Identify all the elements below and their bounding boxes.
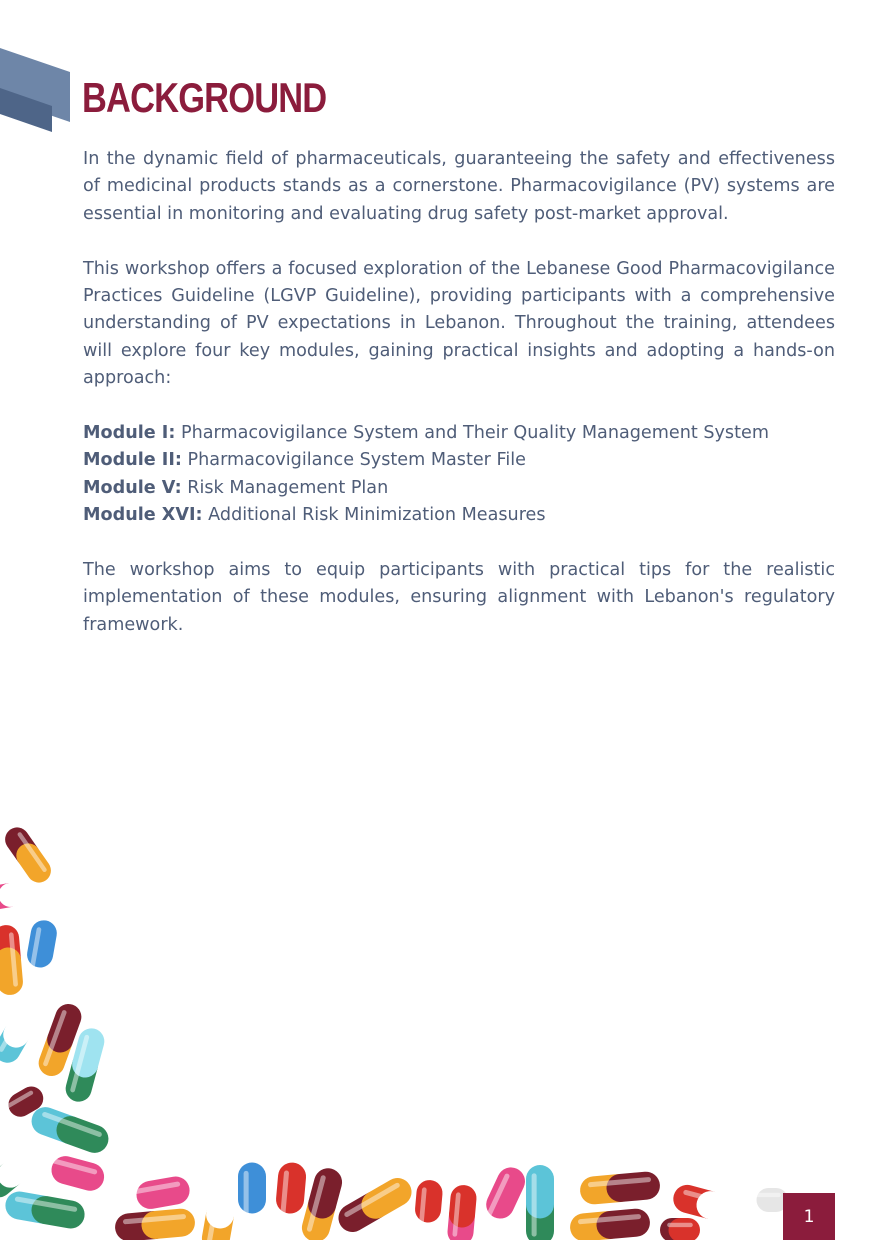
- capsule-icon: [238, 1163, 266, 1238]
- module-item: [83, 447, 835, 474]
- capsule-pills-icon: [0, 800, 875, 1240]
- capsule-icon: [412, 1179, 443, 1240]
- workshop-paragraph: This workshop offers a focused exploration of the Lebanese Good Pharmacovigilance Practices Guideline (LGVP Guideline), providing participants with a comprehensive understanding of PV expectations in Lebanon. Throughout the training, attendees will explore four key modules, gaining practical insights and adopting a hands-on approach:: [83, 258, 835, 389]
- capsule-icon: [0, 823, 55, 888]
- page-number: 1: [783, 1193, 835, 1240]
- capsule-icon: [526, 1165, 554, 1240]
- capsule-icon: [470, 1163, 529, 1240]
- capsule-icon: [21, 918, 59, 991]
- capsule-icon: [579, 1171, 661, 1206]
- capsule-icon: [660, 1218, 700, 1240]
- module-text: Pharmacovigilance System Master File: [181, 450, 526, 471]
- capsule-icon: [446, 1184, 477, 1240]
- module-label: Module V:: [83, 477, 182, 498]
- module-text: Pharmacovigilance System and Their Quality Management System: [175, 423, 769, 444]
- module-text: Additional Risk Minimization Measures: [202, 505, 546, 526]
- capsule-icon: [569, 1208, 651, 1240]
- intro-paragraph: In the dynamic field of pharmaceuticals, guaranteeing the safety and effectiveness of medicinal products stands as a cornerstone. Pharmacovigilance (PV) systems are essential in monitoring and evaluating drug safety post-market approval.: [83, 149, 835, 224]
- capsule-icon: [0, 878, 39, 911]
- capsule-icon: [748, 1188, 788, 1212]
- capsule-icon: [28, 1103, 113, 1157]
- module-label: Module II:: [83, 450, 182, 471]
- background-content: [83, 146, 835, 667]
- module-text: Risk Management Plan: [181, 477, 389, 498]
- module-label: Module XVI:: [83, 505, 203, 526]
- capsule-icon: [200, 1176, 241, 1240]
- module-list: [83, 420, 835, 530]
- page-title: BACKGROUND: [82, 74, 327, 121]
- corner-ribbon-icon: [0, 40, 80, 140]
- module-label: Module I:: [83, 423, 176, 444]
- module-item: [83, 475, 835, 502]
- capsule-icon: [3, 1189, 87, 1230]
- module-item: [83, 502, 835, 529]
- capsule-icon: [23, 1146, 108, 1194]
- capsule-icon: [333, 1173, 416, 1237]
- capsule-icon: [0, 1003, 42, 1068]
- aim-paragraph: The workshop aims to equip participants with practical tips for the realistic implementation of these modules, ensuring alignment with Lebanon's regulatory framework.: [83, 560, 835, 635]
- capsule-icon: [0, 924, 24, 996]
- module-item: [83, 420, 835, 447]
